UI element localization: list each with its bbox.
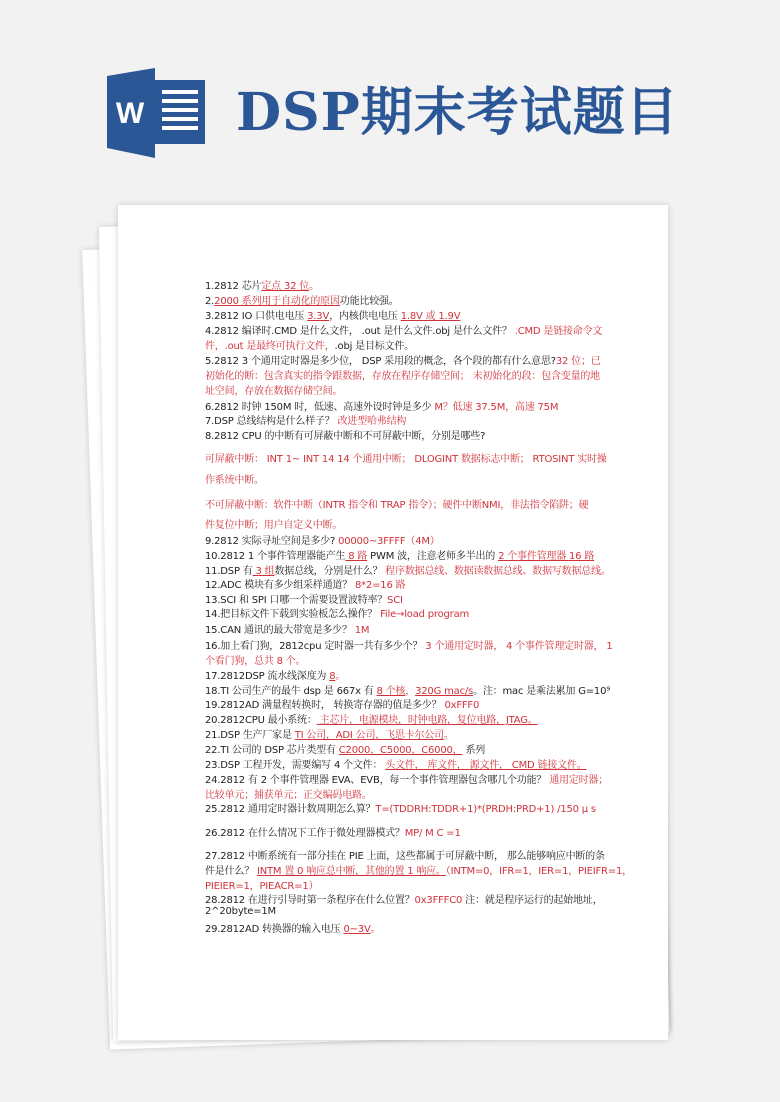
- question-text: 26.2812 在什么情况下工作于微处理器模式？: [205, 828, 405, 839]
- answer-text: 2 个事件管理器 16 路: [498, 551, 595, 562]
- question-text: 6.2812 时钟 150M 时，低速、高速外设时钟是多少: [205, 402, 435, 413]
- question-text: 1.2812 芯片: [205, 281, 262, 292]
- document-line: [205, 847, 605, 862]
- answer-text: 定点 32 位: [261, 281, 310, 292]
- answer-text: 可屏蔽中断： INT 1~ INT 14 14 个通用中断； DLOGINT 数据标志中断； RTOSINT 实时操: [205, 454, 607, 465]
- answer-text: 8 个核: [376, 686, 406, 697]
- document-line: [205, 891, 602, 906]
- document-line: [205, 516, 342, 531]
- question-text: 数据总线，分别是什么？: [274, 566, 386, 577]
- document-line: [205, 412, 406, 427]
- answer-text: 作系统中断。: [205, 475, 264, 486]
- document-line: [205, 382, 342, 397]
- question-text: 20.2812CPU 最小系统：: [205, 715, 317, 726]
- question-text: 系列: [462, 745, 486, 756]
- answer-text: 00000~3FFFF（4M）: [338, 536, 440, 547]
- answer-text: C2000，C5000，C6000，: [338, 745, 463, 756]
- document-line: [205, 322, 602, 337]
- answer-text: 个看门狗，总共 8 个。: [205, 656, 306, 667]
- question-text: 11.DSP 有: [205, 566, 253, 577]
- answer-text: 8 路: [345, 551, 368, 562]
- question-text: 24.2812 有 2 个事件管理器 EVA、EVB，每一个事件管理器包含哪几个功能？: [205, 775, 550, 786]
- document-line: [205, 786, 372, 801]
- document-line: [205, 920, 380, 935]
- document-line: [205, 682, 610, 697]
- question-text: 17.2812DSP 流水线深度为: [205, 671, 330, 682]
- document-line: [205, 532, 440, 547]
- document-line: [205, 637, 613, 652]
- question-text: 21.DSP 生产厂家是: [205, 730, 295, 741]
- answer-text: 址空间，存放在数据存储空间。: [205, 386, 343, 397]
- question-text: 10.2812 1 个事件管理器能产生: [205, 551, 346, 562]
- question-text: 19.2812AD 满量程转换时， 转换寄存器的值是多少？: [205, 700, 445, 711]
- question-text: 件是什么？: [205, 866, 257, 877]
- document-line: [205, 398, 558, 413]
- question-text: 3.2812 IO 口供电电压: [205, 311, 308, 322]
- answer-text: 2000 系列用于自动化的原因: [214, 296, 340, 307]
- question-text: 25.2812 通用定时器计数周期怎么算？: [205, 804, 376, 815]
- answer-text: （INTM=0，IFR=1，IER=1，PIEIFR=1，: [445, 866, 632, 877]
- document-line: [205, 367, 600, 382]
- question-text: 4.2812 编译时.CMD 是什么文件， .out 是什么文件.obj 是什么文件？: [205, 326, 512, 337]
- answer-text: 不可屏蔽中断：软件中断（INTR 指令和 TRAP 指令）；硬件中断NMI，非法指令陷阱；硬: [205, 500, 589, 511]
- answer-text: 1M: [354, 625, 370, 636]
- document-line: [205, 471, 264, 486]
- document-line: [205, 591, 403, 606]
- answer-text: 32 位；已: [555, 356, 601, 367]
- question-text: 12.ADC 模块有多少组采样通道？: [205, 580, 355, 591]
- document-line: [205, 696, 479, 711]
- answer-text: 320G mac/s: [415, 686, 474, 697]
- answer-text: PIEIER=1，PIEACR=1）: [205, 881, 319, 892]
- question-text: 2.: [205, 296, 215, 307]
- document-line: [205, 877, 318, 892]
- question-text: 18.TI 公司生产的最牛 dsp 是 667x 有: [205, 686, 377, 697]
- answer-text: 3 组: [252, 566, 275, 577]
- answer-text: 初始化的断：包含真实的指令跟数据，存放在程序存储空间； 未初始化的段：包含变量的地: [205, 371, 600, 382]
- question-text: 28.2812 在进行引导时第一条程序在什么位置？: [205, 895, 415, 906]
- question-text: 23.DSP 工程开发，需要编写 4 个文件：: [205, 760, 386, 771]
- answer-text: 1.8V 或 1.9V: [400, 311, 461, 322]
- answer-text: 。: [309, 281, 319, 292]
- question-text: 功能比较强。: [339, 296, 399, 307]
- answer-text: M？低速 37.5M，高速 75M: [434, 402, 559, 413]
- answer-text: File→load program: [380, 609, 470, 620]
- question-text: 2^20byte=1M: [205, 906, 276, 917]
- document-line: [205, 292, 399, 307]
- document-line: [205, 667, 345, 682]
- answer-text: ，: [405, 686, 416, 697]
- document-line: [205, 756, 587, 771]
- document-line: [205, 352, 601, 367]
- document-line: [205, 427, 485, 442]
- answer-text: 3.3V: [307, 311, 330, 322]
- answer-text: T=(TDDRH:TDDR+1)*(PRDH:PRD+1) /150 μ s: [375, 804, 596, 815]
- answer-text: .CMD 是链接命令文: [511, 326, 603, 337]
- question-text: 5.2812 3 个通用定时器是多少位， DSP 采用段的概念，各个段的都有什么意思?: [205, 356, 556, 367]
- answer-text: 8*2=16 路: [354, 580, 406, 591]
- document-line: [205, 800, 596, 815]
- answer-text: 比较单元；捕获单元；正交编码电路。: [205, 790, 372, 801]
- document-line: [205, 906, 276, 917]
- answer-text: 头文件， 库文件， 源文件， CMD 链接文件。: [385, 760, 587, 771]
- document-line: [205, 741, 485, 756]
- question-text: 注：就是程序运行的起始地址，: [462, 895, 603, 906]
- answer-text: 主芯片，电源模块，时钟电路，复位电路，JTAG。: [316, 715, 538, 726]
- question-text: 8.2812 CPU 的中断有可屏蔽中断和不可屏蔽中断，分别是哪些?: [205, 431, 486, 442]
- question-text: 7.DSP 总线结构是什么样子？: [205, 416, 335, 427]
- document-line: [205, 605, 469, 620]
- answer-text: 0x3FFFC0: [414, 895, 463, 906]
- answer-text: 。: [443, 730, 454, 741]
- document-line: [205, 307, 460, 322]
- question-text: 9.2812 实际寻址空间是多少?: [205, 536, 339, 547]
- document-line: [205, 576, 405, 591]
- question-text: 27.2812 中断系统有一部分挂在 PIE 上面，这些都属于可屏蔽中断， 那么能够响应中断的条: [205, 851, 605, 862]
- answer-text: 0xFFF0: [444, 700, 480, 711]
- answer-text: 程序数据总线、数据读数据总线、数据写数据总线。: [385, 566, 611, 577]
- answer-text: 通用定时器；: [549, 775, 609, 786]
- answer-text: TI 公司，ADI 公司，飞思卡尔公司: [294, 730, 444, 741]
- page-title: DSP期末考试题目: [236, 82, 679, 143]
- question-text: ，内核供电电压: [329, 311, 401, 322]
- answer-text: MP/ M C =1: [404, 828, 461, 839]
- question-text: 22.TI 公司的 DSP 芯片类型有: [205, 745, 339, 756]
- document-line: [205, 726, 454, 741]
- question-text: 29.2812AD 转换器的输入电压: [205, 924, 344, 935]
- answer-text: INTM 置 0 响应总中断，其他的置 1 响应。: [256, 866, 446, 877]
- document-line: [205, 496, 588, 511]
- answer-text: 0~3V: [343, 924, 371, 935]
- question-text: .obj 是目标文件。: [334, 341, 414, 352]
- question-text: PWM 波，注意老师多半出的: [367, 551, 499, 562]
- question-text: 。注：mac 是乘法累加 G=10⁹: [473, 686, 611, 697]
- question-text: 13.SCI 和 SPI 口哪一个需要设置波特率？: [205, 595, 388, 606]
- document-line: [205, 337, 414, 352]
- document-line: [205, 621, 369, 636]
- answer-text: 改进型哈弗结构: [334, 416, 407, 427]
- document-line: [205, 652, 305, 667]
- document-line: [205, 547, 594, 562]
- document-line: [205, 862, 632, 877]
- answer-text: 。: [370, 924, 381, 935]
- answer-text: 3 个通用定时器， 4 个事件管理定时器， 1: [425, 641, 613, 652]
- document-line: [205, 562, 611, 577]
- document-line: [205, 824, 461, 839]
- document-line: [205, 277, 319, 292]
- document-line: [205, 450, 607, 465]
- answer-text: SCI: [387, 595, 403, 606]
- svg-text:W: W: [115, 97, 145, 130]
- answer-text: 件，.out 是最终可执行文件，: [205, 341, 335, 352]
- answer-text: 件复位中断；用户自定义中断。: [205, 520, 343, 531]
- answer-text: 。: [335, 671, 346, 682]
- question-text: 15.CAN 通讯的最大带宽是多少？: [205, 625, 355, 636]
- document-line: [205, 711, 538, 726]
- question-text: 16.加上看门狗，2812cpu 定时器一共有多少个？: [205, 641, 426, 652]
- document-line: [205, 771, 608, 786]
- answer-text: 8: [329, 671, 336, 682]
- question-text: 14.把目标文件下载到实验板怎么操作？: [205, 609, 381, 620]
- word-logo-icon: [107, 68, 207, 158]
